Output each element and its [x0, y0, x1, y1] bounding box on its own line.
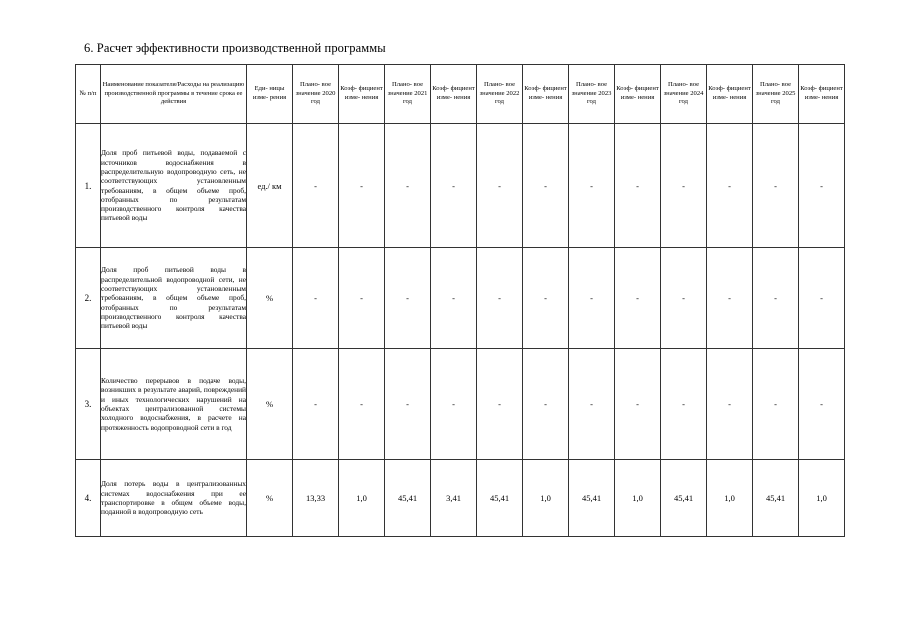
table-row [76, 124, 845, 248]
row-number: 2. [76, 248, 101, 349]
value-cell: 45,41 [661, 460, 707, 537]
value-cell: - [293, 349, 339, 460]
header-cell-planned-2021: Плано- вое значение 2021 год [385, 65, 431, 124]
header-row [76, 65, 845, 124]
value-cell: 13,33 [293, 460, 339, 537]
header-cell-unit: Еди- ницы изме- рения [247, 65, 293, 124]
value-cell: - [799, 124, 845, 248]
value-cell: - [385, 124, 431, 248]
value-cell: - [431, 124, 477, 248]
value-cell: - [615, 349, 661, 460]
header-cell-planned-2023: Плано- вое значение 2023 год [569, 65, 615, 124]
value-cell: - [385, 349, 431, 460]
value-cell: - [661, 248, 707, 349]
efficiency-table [75, 64, 845, 537]
header-cell-planned-2020: Плано- вое значение 2020 год [293, 65, 339, 124]
value-cell: - [523, 124, 569, 248]
value-cell: 1,0 [799, 460, 845, 537]
value-cell: - [431, 248, 477, 349]
page-title: 6. Расчет эффективности производственной программы [84, 41, 386, 55]
value-cell: - [753, 124, 799, 248]
value-cell: - [339, 248, 385, 349]
unit-cell: % [247, 460, 293, 537]
header-cell-planned-2025: Плано- вое значение 2025 год [753, 65, 799, 124]
value-cell: - [339, 124, 385, 248]
indicator-name: Доля потерь воды в централизованных системах водоснабжения при ее транспортировке в общем объеме воды, поданной в водопроводную сеть [101, 460, 247, 537]
value-cell: 1,0 [707, 460, 753, 537]
value-cell: - [753, 349, 799, 460]
indicator-name: Доля проб питьевой воды, подаваемой с источников водоснабжения в распределительную водопроводную сеть, не соответствующих установленным требованиям, в общем объеме проб, отобранных по результатам производственного контроля качества питьевой воды [101, 124, 247, 248]
value-cell: - [615, 248, 661, 349]
value-cell: - [523, 349, 569, 460]
value-cell: - [753, 248, 799, 349]
header-cell-planned-2022: Плано- вое значение 2022 год [477, 65, 523, 124]
value-cell: - [569, 248, 615, 349]
header-cell-coefficient: Коэф- фициент изме- нения [523, 65, 569, 124]
value-cell: - [569, 349, 615, 460]
indicator-name: Количество перерывов в подаче воды, возникших в результате аварий, повреждений и иных технологических нарушений на объектах централизованной системы холодного водоснабжения, в расчете на протяженность водопроводной сети в год [101, 349, 247, 460]
unit-cell: ед./ км [247, 124, 293, 248]
header-cell-coefficient: Коэф- фициент изме- нения [707, 65, 753, 124]
unit-cell: % [247, 248, 293, 349]
value-cell: - [661, 124, 707, 248]
value-cell: - [569, 124, 615, 248]
table-row [76, 349, 845, 460]
header-cell-coefficient: Коэф- фициент изме- нения [615, 65, 661, 124]
value-cell: 3,41 [431, 460, 477, 537]
value-cell: - [615, 124, 661, 248]
row-number: 3. [76, 349, 101, 460]
table-row [76, 460, 845, 537]
value-cell: - [477, 124, 523, 248]
value-cell: - [293, 248, 339, 349]
row-number: 4. [76, 460, 101, 537]
value-cell: - [477, 349, 523, 460]
value-cell: - [477, 248, 523, 349]
value-cell: - [799, 349, 845, 460]
header-cell-coefficient: Коэф- фициент изме- нения [799, 65, 845, 124]
value-cell: - [799, 248, 845, 349]
header-cell-planned-2024: Плано- вое значение 2024 год [661, 65, 707, 124]
row-number: 1. [76, 124, 101, 248]
header-cell-coefficient: Коэф- фициент изме- нения [339, 65, 385, 124]
value-cell: 45,41 [569, 460, 615, 537]
value-cell: - [385, 248, 431, 349]
indicator-name: Доля проб питьевой воды в распределительной водопроводной сети, не соответствующих установленным требованиям, в общем объеме проб, отобранных по результатам производственного контроля качества питьевой воды [101, 248, 247, 349]
value-cell: - [707, 248, 753, 349]
value-cell: - [339, 349, 385, 460]
header-cell-coefficient: Коэф- фициент изме- нения [431, 65, 477, 124]
table-row [76, 248, 845, 349]
value-cell: - [707, 124, 753, 248]
value-cell: 1,0 [523, 460, 569, 537]
value-cell: - [707, 349, 753, 460]
value-cell: 45,41 [477, 460, 523, 537]
value-cell: 45,41 [385, 460, 431, 537]
value-cell: 1,0 [615, 460, 661, 537]
value-cell: - [661, 349, 707, 460]
value-cell: - [523, 248, 569, 349]
header-cell-indicator-name: Наименование показателя/Расходы на реализацию производственной программы в течение срока ее действия [101, 65, 247, 124]
unit-cell: % [247, 349, 293, 460]
value-cell: 1,0 [339, 460, 385, 537]
header-cell-number: № п/п [76, 65, 101, 124]
value-cell: - [431, 349, 477, 460]
value-cell: 45,41 [753, 460, 799, 537]
value-cell: - [293, 124, 339, 248]
